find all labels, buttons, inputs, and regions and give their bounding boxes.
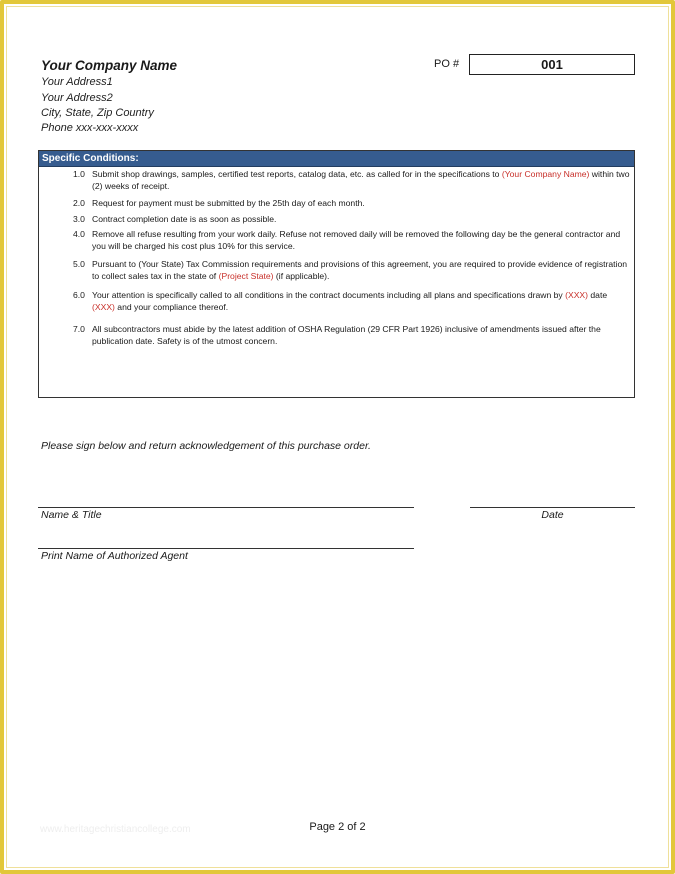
condition-text: Request for payment must be submitted by the 25th day of each month. (92, 198, 365, 208)
city-state-zip: City, State, Zip Country (41, 107, 154, 119)
condition-text: Contract completion date is as soon as possible. (92, 214, 277, 224)
watermark-text: www.heritagechristiancollege.com (40, 824, 191, 835)
condition-text: Remove all refuse resulting from your work daily. Refuse not removed daily will be removed the following day be the general contractor and you will be charged his cost plus 10% for this service. (92, 229, 621, 251)
placeholder-company: (Your Company Name) (501, 169, 590, 179)
condition-number: 4.0 (73, 229, 85, 239)
name-title-signature-line[interactable] (38, 507, 414, 508)
date-signature-line[interactable] (470, 507, 635, 508)
page-number: Page 2 of 2 (309, 821, 366, 833)
condition-number: 3.0 (73, 214, 85, 224)
condition-number: 7.0 (73, 324, 85, 334)
company-name: Your Company Name (41, 58, 178, 73)
page-inner-border (6, 6, 669, 868)
po-number-field[interactable]: 001 (469, 54, 635, 75)
po-label: PO # (434, 58, 460, 70)
sign-instruction: Please sign below and return acknowledgement of this purchase order. (41, 440, 371, 452)
agent-label: Print Name of Authorized Agent (41, 550, 188, 562)
condition-text: Submit shop drawings, samples, certified test reports, catalog data, etc. as called for in the specifications to (Your Company Name) within two (2) weeks of receipt. (92, 169, 630, 191)
placeholder-xxx: (XXX) (565, 290, 589, 300)
condition-number: 6.0 (73, 290, 85, 300)
phone-number: Phone xxx-xxx-xxxx (41, 122, 139, 134)
date-label: Date (541, 509, 564, 521)
address-line-2: Your Address2 (41, 92, 113, 104)
condition-number: 1.0 (73, 169, 85, 179)
placeholder-xxx-date: (XXX) (92, 302, 115, 312)
conditions-header: Specific Conditions: (39, 151, 634, 167)
condition-number: 2.0 (73, 198, 85, 208)
address-line-1: Your Address1 (41, 76, 113, 88)
condition-text: Your attention is specifically called to all conditions in the contract documents including all plans and specifications drawn by (XXX) date (XXX) and your compliance thereof. (92, 290, 608, 312)
specific-conditions-box (38, 150, 635, 398)
condition-number: 5.0 (73, 259, 85, 269)
agent-signature-line[interactable] (38, 548, 414, 549)
condition-text: Pursuant to (Your State) Tax Commission requirements and provisions of this agreement, you are required to provide evidence of registration to collect sales tax in the state of (Project State) (if applicable). (92, 259, 628, 281)
name-title-label: Name & Title (41, 509, 102, 521)
placeholder-project-state: (Project State) (218, 271, 274, 281)
condition-text: All subcontractors must abide by the latest addition of OSHA Regulation (29 CFR Part 1926) inclusive of amendments issued after the publication date. Safety is of the utmost concern. (92, 324, 601, 346)
